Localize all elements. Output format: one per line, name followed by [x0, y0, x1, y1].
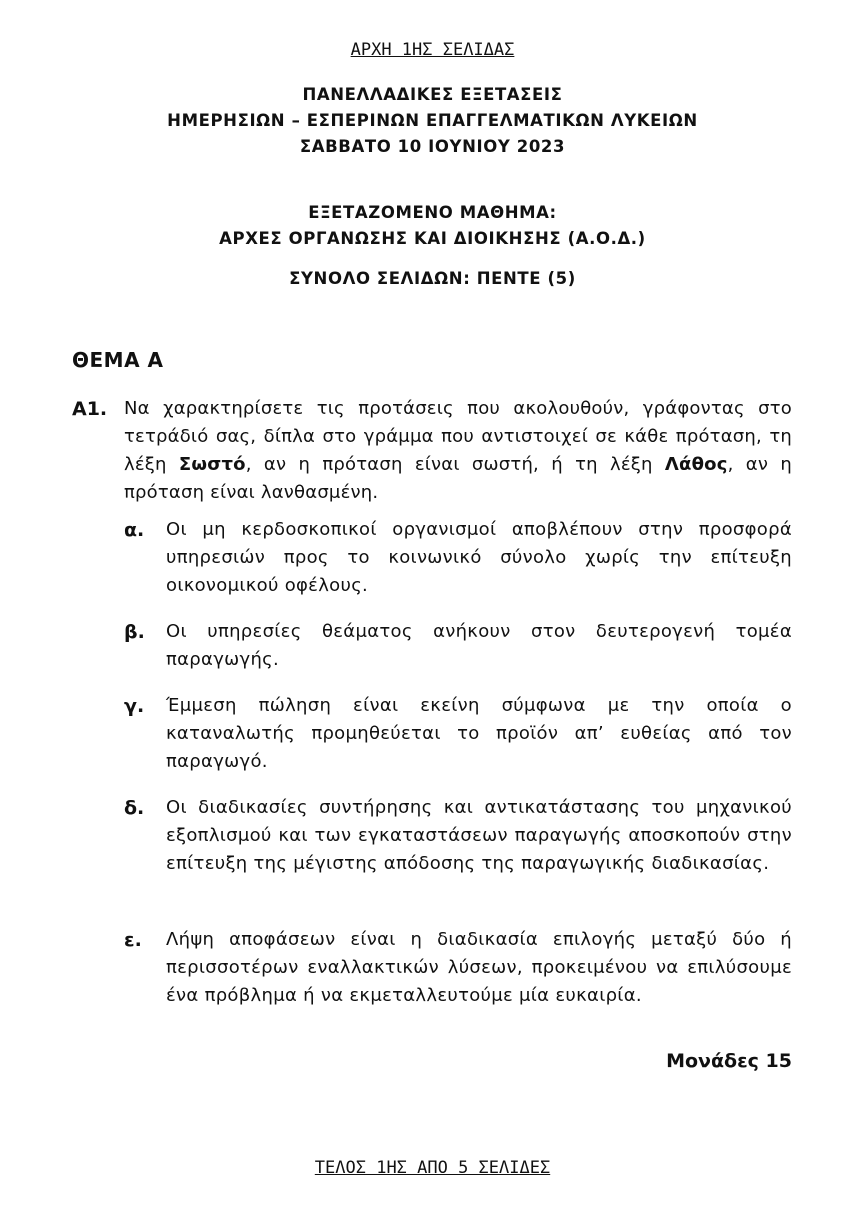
word-correct: Σωστό — [178, 454, 246, 475]
statement-text: Οι υπηρεσίες θεάματος ανήκουν στον δευτερογενή τομέα παραγωγής. — [166, 621, 792, 670]
question-text — [124, 395, 792, 507]
question-text-part2: , αν η πρόταση είναι σωστή, ή τη λέξη — [245, 454, 665, 475]
header-line-schools: ΗΜΕΡΗΣΙΩΝ – ΕΣΠΕΡΙΝΩΝ ΕΠΑΓΓΕΛΜΑΤΙΚΩΝ ΛΥΚΕΙΩΝ — [167, 111, 698, 130]
marks-total: Μονάδες 15 — [666, 1050, 792, 1072]
statement-letter: δ. — [124, 797, 145, 819]
page-start-marker: ΑΡΧΗ 1ΗΣ ΣΕΛΙΔΑΣ — [350, 40, 515, 60]
statement-text: Έμμεση πώληση είναι εκείνη σύμφωνα με την οποία ο καταναλωτής προμηθεύεται το προϊόν απ’ ευθείας από τον παραγωγό. — [166, 695, 792, 772]
statement-letter: γ. — [124, 695, 145, 717]
subject-block — [0, 200, 865, 252]
total-pages: ΣΥΝΟΛΟ ΣΕΛΙΔΩΝ: ΠΕΝΤΕ (5) — [289, 269, 576, 288]
statement-letter: α. — [124, 519, 145, 541]
header-line-exams: ΠΑΝΕΛΛΑΔΙΚΕΣ ΕΞΕΤΑΣΕΙΣ — [302, 85, 563, 104]
theme-title: ΘΕΜΑ Α — [72, 348, 164, 372]
subject-name: ΑΡΧΕΣ ΟΡΓΑΝΩΣΗΣ ΚΑΙ ΔΙΟΙΚΗΣΗΣ (Α.Ο.Δ.) — [219, 229, 646, 248]
statement-text: Λήψη αποφάσεων είναι η διαδικασία επιλογής μεταξύ δύο ή περισσοτέρων εναλλακτικών λύσεων, προκειμένου να επιλύσουμε ένα πρόβλημα ή να εκμεταλλευτούμε μία ευκαιρία. — [166, 929, 792, 1006]
statement-letter: ε. — [124, 929, 142, 951]
word-wrong: Λάθος — [664, 454, 728, 475]
exam-header — [0, 82, 865, 160]
statement-text: Οι μη κερδοσκοπικοί οργανισμοί αποβλέπουν στην προσφορά υπηρεσιών προς το κοινωνικό σύνολο χωρίς την επίτευξη οικονομικού οφέλους. — [166, 519, 792, 596]
statement-letter: β. — [124, 621, 145, 643]
header-line-date: ΣΑΒΒΑΤΟ 10 ΙΟΥΝΙΟΥ 2023 — [299, 137, 566, 156]
statement-text: Οι διαδικασίες συντήρησης και αντικατάστασης του μηχανικού εξοπλισμού και των εγκαταστάσεων παραγωγής αποσκοπούν στην επίτευξη της μέγιστης απόδοσης της παραγωγικής διαδικασίας. — [166, 797, 792, 874]
question-label: Α1. — [72, 398, 108, 420]
page-end-marker: ΤΕΛΟΣ 1ΗΣ ΑΠΟ 5 ΣΕΛΙΔΕΣ — [314, 1158, 551, 1178]
subject-label: ΕΞΕΤΑΖΟΜΕΝΟ ΜΑΘΗΜΑ: — [308, 203, 557, 222]
question-text-part1: Να χαρακτηρίσετε τις προτάσεις που ακολουθούν, γράφοντας στο τετράδιό σας, δίπλα στο γράμμα που αντιστοιχεί σε κάθε πρόταση, τη λέξη — [124, 398, 792, 475]
question-text-part3: , αν η πρόταση είναι λανθασμένη. — [124, 454, 793, 503]
